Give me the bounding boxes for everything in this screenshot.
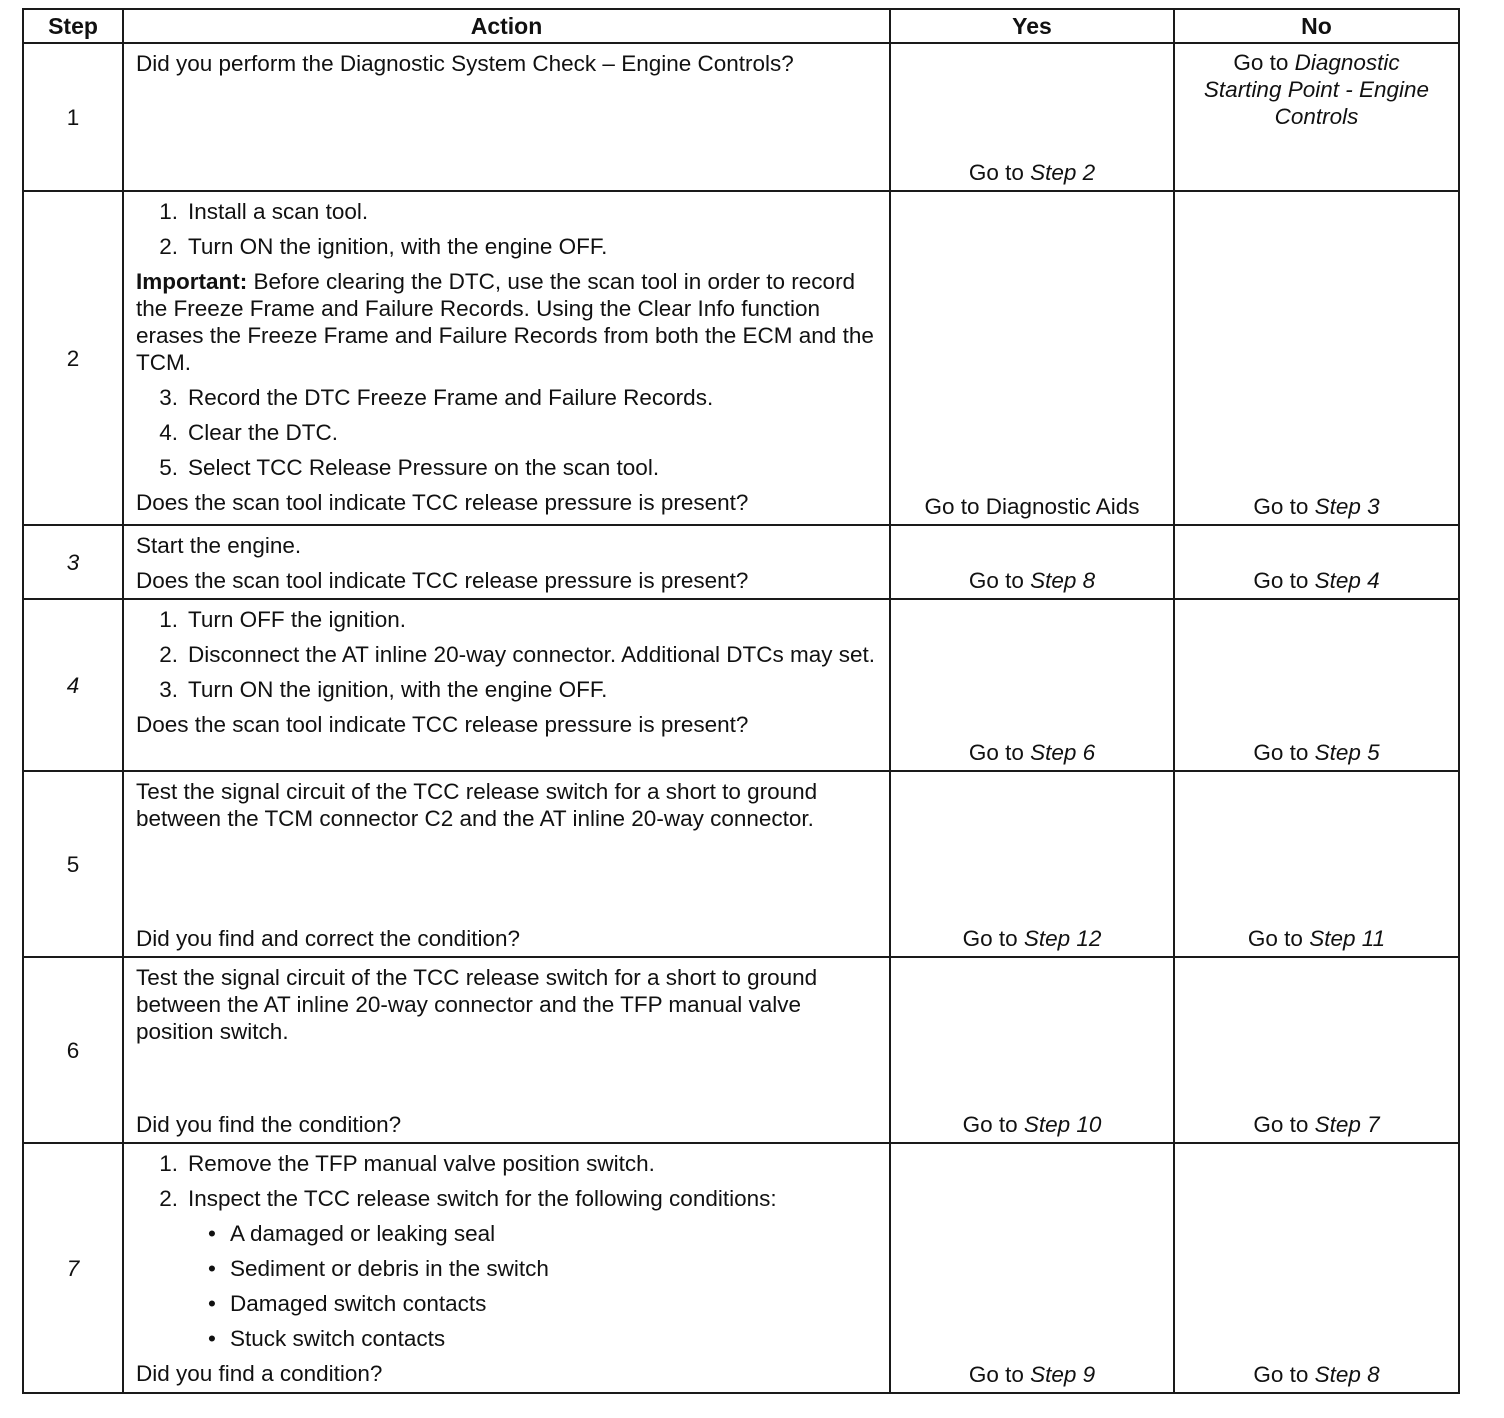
action-cell (123, 43, 890, 191)
no-cell (1174, 599, 1459, 771)
yes-cell (890, 771, 1174, 957)
important-note: Important: Before clearing the DTC, use the scan tool in order to record the Freeze Frame and Failure Records. Using the Clear Info function erases the Freeze Frame and Failure Records from both the ECM and the TCM. (136, 269, 874, 375)
header-step: Step (23, 9, 123, 43)
yes-goto: Go to Step 8 (968, 568, 1096, 593)
list-item: 2. Inspect the TCC release switch for the following conditions: (159, 1186, 777, 1211)
header-action: Action (123, 9, 890, 43)
yes-cell (890, 191, 1174, 525)
yes-goto-link[interactable]: Step 9 (1030, 1362, 1096, 1387)
yes-goto: Go to Step 6 (968, 740, 1096, 765)
table-row (23, 191, 1459, 525)
action-question: Does the scan tool indicate TCC release pressure is present? (136, 490, 749, 515)
no-goto: Go to Step 5 (1253, 740, 1380, 765)
action-cell (123, 599, 890, 771)
yes-goto: Go to Step 12 (962, 926, 1102, 951)
action-cell (123, 957, 890, 1143)
action-cell (123, 1143, 890, 1393)
action-text: Test the signal circuit of the TCC release switch for a short to ground between the AT inline 20-way connector and the TFP manual valve position switch. (136, 965, 818, 1044)
list-item: 2. Disconnect the AT inline 20-way connector. Additional DTCs may set. (159, 642, 876, 667)
action-question: Did you perform the Diagnostic System Check – Engine Controls? (136, 51, 794, 76)
no-goto: Go to Step 3 (1253, 494, 1380, 519)
diagnostic-table-page (22, 8, 1458, 1394)
action-question: Does the scan tool indicate TCC release pressure is present? (136, 712, 749, 737)
no-cell (1174, 191, 1459, 525)
action-cell (123, 771, 890, 957)
no-cell (1174, 1143, 1459, 1393)
yes-goto-link[interactable]: Step 2 (1030, 160, 1096, 185)
action-question: Does the scan tool indicate TCC release pressure is present? (136, 568, 749, 593)
action-cell (123, 191, 890, 525)
table-row (23, 1143, 1459, 1393)
step-number: 4 (23, 599, 123, 771)
yes-goto-link[interactable]: Go to Diagnostic Aids (924, 494, 1140, 519)
list-item: 1. Install a scan tool. (159, 199, 369, 224)
no-cell (1174, 525, 1459, 599)
no-cell (1174, 43, 1459, 191)
bullet-dot: • (208, 1221, 216, 1246)
step-number: 6 (23, 957, 123, 1143)
bullet-item: • Sediment or debris in the switch (208, 1256, 549, 1281)
header-row (23, 9, 1459, 43)
list-item: 1. Turn OFF the ignition. (159, 607, 407, 632)
no-goto-link[interactable]: Step 4 (1314, 568, 1380, 593)
step-number: 2 (23, 191, 123, 525)
header-yes: Yes (890, 9, 1174, 43)
table-row (23, 957, 1459, 1143)
list-item: 3. Record the DTC Freeze Frame and Failure Records. (159, 385, 714, 410)
table-row (23, 771, 1459, 957)
no-goto-link[interactable]: Step 7 (1314, 1112, 1380, 1137)
list-item: 5. Select TCC Release Pressure on the scan tool. (159, 455, 660, 480)
bullet-item: • Damaged switch contacts (208, 1291, 487, 1316)
no-cell (1174, 771, 1459, 957)
action-question: Did you find and correct the condition? (136, 926, 520, 951)
action-text: Test the signal circuit of the TCC release switch for a short to ground between the TCM connector C2 and the AT inline 20-way connector. (136, 779, 818, 831)
no-goto-link[interactable]: Step 8 (1314, 1362, 1380, 1387)
action-list (136, 384, 879, 481)
header-no: No (1174, 9, 1459, 43)
bullet-dot: • (208, 1256, 216, 1281)
action-cell (123, 525, 890, 599)
yes-goto-link[interactable]: Step 10 (1023, 1112, 1102, 1137)
no-goto: Go to Step 4 (1253, 568, 1380, 593)
yes-cell (890, 525, 1174, 599)
yes-cell (890, 957, 1174, 1143)
yes-cell (890, 599, 1174, 771)
no-goto: Go to Step 8 (1253, 1362, 1380, 1387)
list-item: 2. Turn ON the ignition, with the engine OFF. (159, 234, 608, 259)
bullet-dot: • (208, 1291, 216, 1316)
action-text: Start the engine. (136, 533, 302, 558)
step-number: 5 (23, 771, 123, 957)
yes-goto-link[interactable]: Step 8 (1030, 568, 1096, 593)
no-goto-link[interactable]: Step 5 (1314, 740, 1380, 765)
bullet-item: • A damaged or leaking seal (208, 1221, 496, 1246)
yes-cell (890, 1143, 1174, 1393)
table-row (23, 599, 1459, 771)
yes-goto: Go to Step 9 (968, 1362, 1096, 1387)
no-goto: Go to Diagnostic Starting Point - Engine Controls (1203, 50, 1430, 129)
list-item: 3. Turn ON the ignition, with the engine OFF. (159, 677, 608, 702)
yes-goto: Go to Step 10 (962, 1112, 1102, 1137)
action-list (136, 198, 879, 260)
no-goto-link[interactable]: Step 3 (1314, 494, 1380, 519)
bullet-dot: • (208, 1326, 216, 1351)
step-number: 1 (23, 43, 123, 191)
yes-goto-link[interactable]: Step 6 (1030, 740, 1096, 765)
step-number: 7 (23, 1143, 123, 1393)
no-cell (1174, 957, 1459, 1143)
no-goto: Go to Step 11 (1247, 926, 1386, 951)
yes-cell (890, 43, 1174, 191)
action-question: Did you find the condition? (136, 1112, 402, 1137)
list-item: 1. Remove the TFP manual valve position switch. (159, 1151, 655, 1176)
diagnostic-table (22, 8, 1460, 1394)
action-question: Did you find a condition? (136, 1361, 383, 1386)
table-row (23, 43, 1459, 191)
yes-goto-link[interactable]: Step 12 (1023, 926, 1102, 951)
list-item: 4. Clear the DTC. (159, 420, 339, 445)
no-goto-link[interactable]: Diagnostic (1294, 50, 1400, 75)
table-row (23, 525, 1459, 599)
important-label: Important: (136, 269, 248, 294)
no-goto-link[interactable]: Step 11 (1309, 926, 1386, 951)
yes-goto: Go to Step 2 (968, 160, 1096, 185)
action-list (136, 606, 879, 703)
step-number: 3 (23, 525, 123, 599)
no-goto: Go to Step 7 (1253, 1112, 1380, 1137)
bullet-item: • Stuck switch contacts (208, 1326, 446, 1351)
action-list (136, 1150, 879, 1212)
